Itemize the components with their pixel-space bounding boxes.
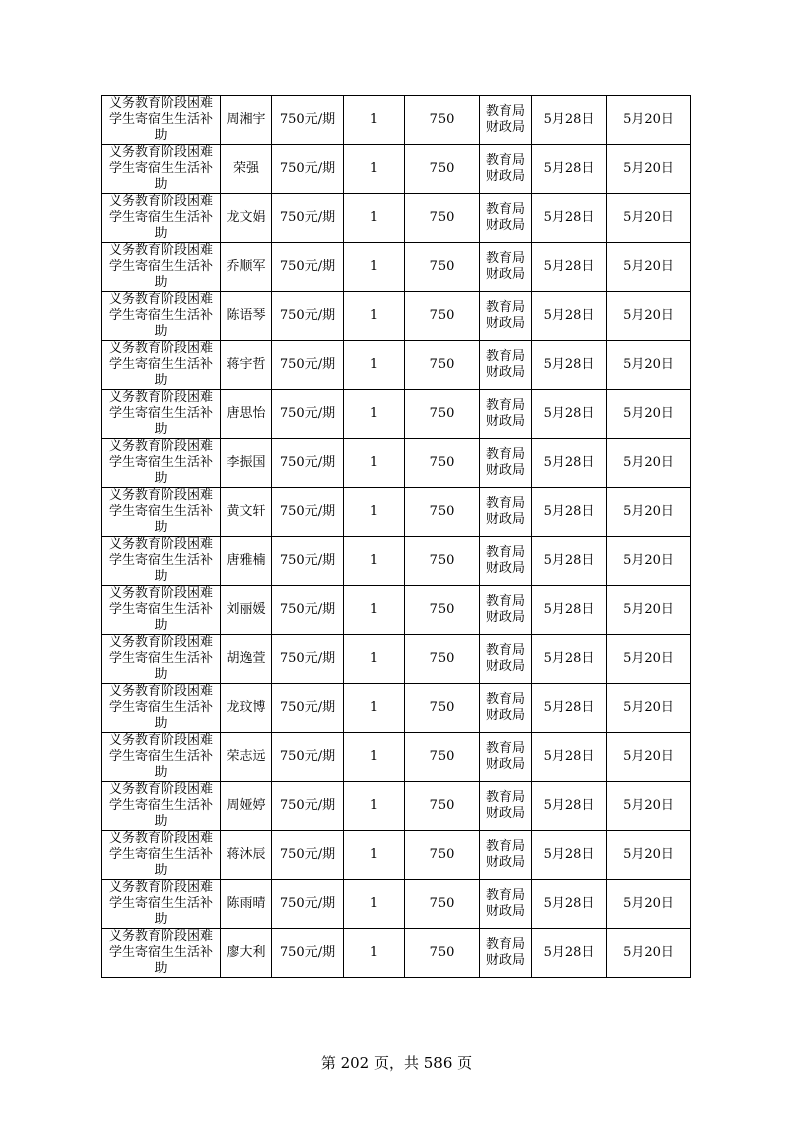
table-row (102, 194, 691, 243)
cell-date-2: 5月20日 (607, 194, 691, 243)
cell-date-2: 5月20日 (607, 96, 691, 145)
cell-subsidy-item: 义务教育阶段困难学生寄宿生生活补助 (102, 341, 221, 390)
cell-student-name: 周娅婷 (221, 782, 272, 831)
cell-department: 教育局财政局 (480, 929, 532, 978)
table-row (102, 341, 691, 390)
cell-subsidy-standard: 750元/期 (272, 243, 344, 292)
cell-subsidy-standard: 750元/期 (272, 929, 344, 978)
cell-department: 教育局财政局 (480, 733, 532, 782)
cell-date-1: 5月28日 (532, 292, 607, 341)
cell-date-1: 5月28日 (532, 733, 607, 782)
cell-count: 1 (344, 586, 405, 635)
cell-subsidy-item: 义务教育阶段困难学生寄宿生生活补助 (102, 537, 221, 586)
cell-count: 1 (344, 831, 405, 880)
cell-student-name: 陈雨晴 (221, 880, 272, 929)
cell-subsidy-item: 义务教育阶段困难学生寄宿生生活补助 (102, 194, 221, 243)
cell-amount: 750 (405, 782, 480, 831)
cell-amount: 750 (405, 586, 480, 635)
cell-subsidy-item: 义务教育阶段困难学生寄宿生生活补助 (102, 586, 221, 635)
cell-date-1: 5月28日 (532, 145, 607, 194)
table-row (102, 390, 691, 439)
cell-count: 1 (344, 929, 405, 978)
cell-count: 1 (344, 635, 405, 684)
table-body (102, 96, 691, 978)
cell-subsidy-standard: 750元/期 (272, 341, 344, 390)
cell-subsidy-item: 义务教育阶段困难学生寄宿生生活补助 (102, 635, 221, 684)
cell-subsidy-standard: 750元/期 (272, 733, 344, 782)
cell-department: 教育局财政局 (480, 684, 532, 733)
cell-student-name: 唐思怡 (221, 390, 272, 439)
cell-department: 教育局财政局 (480, 145, 532, 194)
cell-department: 教育局财政局 (480, 390, 532, 439)
cell-date-1: 5月28日 (532, 96, 607, 145)
cell-student-name: 蒋宇哲 (221, 341, 272, 390)
cell-count: 1 (344, 537, 405, 586)
cell-date-1: 5月28日 (532, 880, 607, 929)
cell-date-1: 5月28日 (532, 929, 607, 978)
cell-amount: 750 (405, 96, 480, 145)
cell-department: 教育局财政局 (480, 635, 532, 684)
table-row (102, 439, 691, 488)
cell-subsidy-item: 义务教育阶段困难学生寄宿生生活补助 (102, 292, 221, 341)
cell-student-name: 黄文轩 (221, 488, 272, 537)
cell-date-1: 5月28日 (532, 537, 607, 586)
cell-amount: 750 (405, 733, 480, 782)
cell-subsidy-standard: 750元/期 (272, 488, 344, 537)
cell-amount: 750 (405, 929, 480, 978)
cell-department: 教育局财政局 (480, 96, 532, 145)
cell-subsidy-standard: 750元/期 (272, 880, 344, 929)
cell-department: 教育局财政局 (480, 292, 532, 341)
cell-student-name: 蒋沐辰 (221, 831, 272, 880)
cell-subsidy-standard: 750元/期 (272, 439, 344, 488)
cell-count: 1 (344, 439, 405, 488)
page-number: 第 202 页，共 586 页 (320, 1054, 473, 1072)
cell-date-2: 5月20日 (607, 929, 691, 978)
cell-date-1: 5月28日 (532, 684, 607, 733)
table-row (102, 880, 691, 929)
cell-student-name: 荣志远 (221, 733, 272, 782)
cell-subsidy-item: 义务教育阶段困难学生寄宿生生活补助 (102, 782, 221, 831)
cell-date-1: 5月28日 (532, 439, 607, 488)
table-row (102, 733, 691, 782)
cell-date-2: 5月20日 (607, 635, 691, 684)
cell-amount: 750 (405, 831, 480, 880)
cell-amount: 750 (405, 341, 480, 390)
cell-subsidy-standard: 750元/期 (272, 145, 344, 194)
cell-date-2: 5月20日 (607, 145, 691, 194)
cell-date-1: 5月28日 (532, 635, 607, 684)
cell-count: 1 (344, 243, 405, 292)
cell-count: 1 (344, 390, 405, 439)
cell-subsidy-item: 义务教育阶段困难学生寄宿生生活补助 (102, 880, 221, 929)
table-row (102, 243, 691, 292)
cell-date-1: 5月28日 (532, 341, 607, 390)
table-row (102, 635, 691, 684)
cell-student-name: 陈语琴 (221, 292, 272, 341)
cell-student-name: 胡逸萱 (221, 635, 272, 684)
cell-department: 教育局财政局 (480, 537, 532, 586)
cell-student-name: 龙玟博 (221, 684, 272, 733)
cell-department: 教育局财政局 (480, 341, 532, 390)
cell-date-1: 5月28日 (532, 194, 607, 243)
cell-subsidy-item: 义务教育阶段困难学生寄宿生生活补助 (102, 243, 221, 292)
subsidy-table (101, 95, 691, 978)
cell-student-name: 龙文娟 (221, 194, 272, 243)
cell-date-1: 5月28日 (532, 243, 607, 292)
cell-date-2: 5月20日 (607, 243, 691, 292)
table-row (102, 831, 691, 880)
cell-count: 1 (344, 733, 405, 782)
cell-date-1: 5月28日 (532, 488, 607, 537)
cell-date-1: 5月28日 (532, 831, 607, 880)
table-row (102, 929, 691, 978)
cell-amount: 750 (405, 635, 480, 684)
cell-count: 1 (344, 194, 405, 243)
cell-department: 教育局财政局 (480, 439, 532, 488)
cell-student-name: 荣强 (221, 145, 272, 194)
cell-count: 1 (344, 782, 405, 831)
cell-amount: 750 (405, 488, 480, 537)
cell-subsidy-item: 义务教育阶段困难学生寄宿生生活补助 (102, 684, 221, 733)
table-row (102, 586, 691, 635)
cell-subsidy-standard: 750元/期 (272, 96, 344, 145)
cell-amount: 750 (405, 243, 480, 292)
cell-student-name: 乔顺军 (221, 243, 272, 292)
cell-amount: 750 (405, 439, 480, 488)
table-row (102, 782, 691, 831)
cell-date-2: 5月20日 (607, 537, 691, 586)
cell-amount: 750 (405, 390, 480, 439)
cell-subsidy-item: 义务教育阶段困难学生寄宿生生活补助 (102, 439, 221, 488)
cell-student-name: 周湘宇 (221, 96, 272, 145)
cell-subsidy-standard: 750元/期 (272, 831, 344, 880)
cell-department: 教育局财政局 (480, 488, 532, 537)
cell-amount: 750 (405, 537, 480, 586)
cell-department: 教育局财政局 (480, 782, 532, 831)
cell-date-2: 5月20日 (607, 733, 691, 782)
table-row (102, 488, 691, 537)
cell-date-2: 5月20日 (607, 684, 691, 733)
cell-date-2: 5月20日 (607, 439, 691, 488)
table-row (102, 684, 691, 733)
cell-subsidy-standard: 750元/期 (272, 390, 344, 439)
table-row (102, 145, 691, 194)
cell-count: 1 (344, 341, 405, 390)
cell-subsidy-standard: 750元/期 (272, 292, 344, 341)
cell-count: 1 (344, 145, 405, 194)
cell-subsidy-standard: 750元/期 (272, 635, 344, 684)
cell-date-2: 5月20日 (607, 488, 691, 537)
cell-subsidy-item: 义务教育阶段困难学生寄宿生生活补助 (102, 929, 221, 978)
cell-subsidy-standard: 750元/期 (272, 782, 344, 831)
cell-department: 教育局财政局 (480, 831, 532, 880)
cell-date-2: 5月20日 (607, 292, 691, 341)
cell-subsidy-item: 义务教育阶段困难学生寄宿生生活补助 (102, 96, 221, 145)
cell-count: 1 (344, 684, 405, 733)
cell-amount: 750 (405, 292, 480, 341)
cell-subsidy-standard: 750元/期 (272, 586, 344, 635)
cell-student-name: 唐雅楠 (221, 537, 272, 586)
cell-amount: 750 (405, 880, 480, 929)
cell-subsidy-standard: 750元/期 (272, 194, 344, 243)
table-row (102, 96, 691, 145)
cell-student-name: 李振国 (221, 439, 272, 488)
cell-subsidy-standard: 750元/期 (272, 684, 344, 733)
cell-department: 教育局财政局 (480, 194, 532, 243)
cell-date-1: 5月28日 (532, 586, 607, 635)
cell-subsidy-item: 义务教育阶段困难学生寄宿生生活补助 (102, 390, 221, 439)
cell-amount: 750 (405, 194, 480, 243)
table-row (102, 292, 691, 341)
cell-date-2: 5月20日 (607, 831, 691, 880)
cell-count: 1 (344, 488, 405, 537)
cell-date-2: 5月20日 (607, 341, 691, 390)
cell-date-1: 5月28日 (532, 390, 607, 439)
cell-subsidy-item: 义务教育阶段困难学生寄宿生生活补助 (102, 145, 221, 194)
cell-amount: 750 (405, 145, 480, 194)
cell-student-name: 廖大利 (221, 929, 272, 978)
cell-subsidy-item: 义务教育阶段困难学生寄宿生生活补助 (102, 733, 221, 782)
cell-amount: 750 (405, 684, 480, 733)
table-row (102, 537, 691, 586)
cell-date-2: 5月20日 (607, 782, 691, 831)
cell-date-2: 5月20日 (607, 880, 691, 929)
cell-subsidy-item: 义务教育阶段困难学生寄宿生生活补助 (102, 831, 221, 880)
cell-date-2: 5月20日 (607, 390, 691, 439)
cell-student-name: 刘丽媛 (221, 586, 272, 635)
cell-date-1: 5月28日 (532, 782, 607, 831)
cell-subsidy-item: 义务教育阶段困难学生寄宿生生活补助 (102, 488, 221, 537)
cell-subsidy-standard: 750元/期 (272, 537, 344, 586)
cell-department: 教育局财政局 (480, 243, 532, 292)
cell-count: 1 (344, 96, 405, 145)
cell-department: 教育局财政局 (480, 880, 532, 929)
cell-count: 1 (344, 880, 405, 929)
cell-date-2: 5月20日 (607, 586, 691, 635)
cell-department: 教育局财政局 (480, 586, 532, 635)
cell-count: 1 (344, 292, 405, 341)
